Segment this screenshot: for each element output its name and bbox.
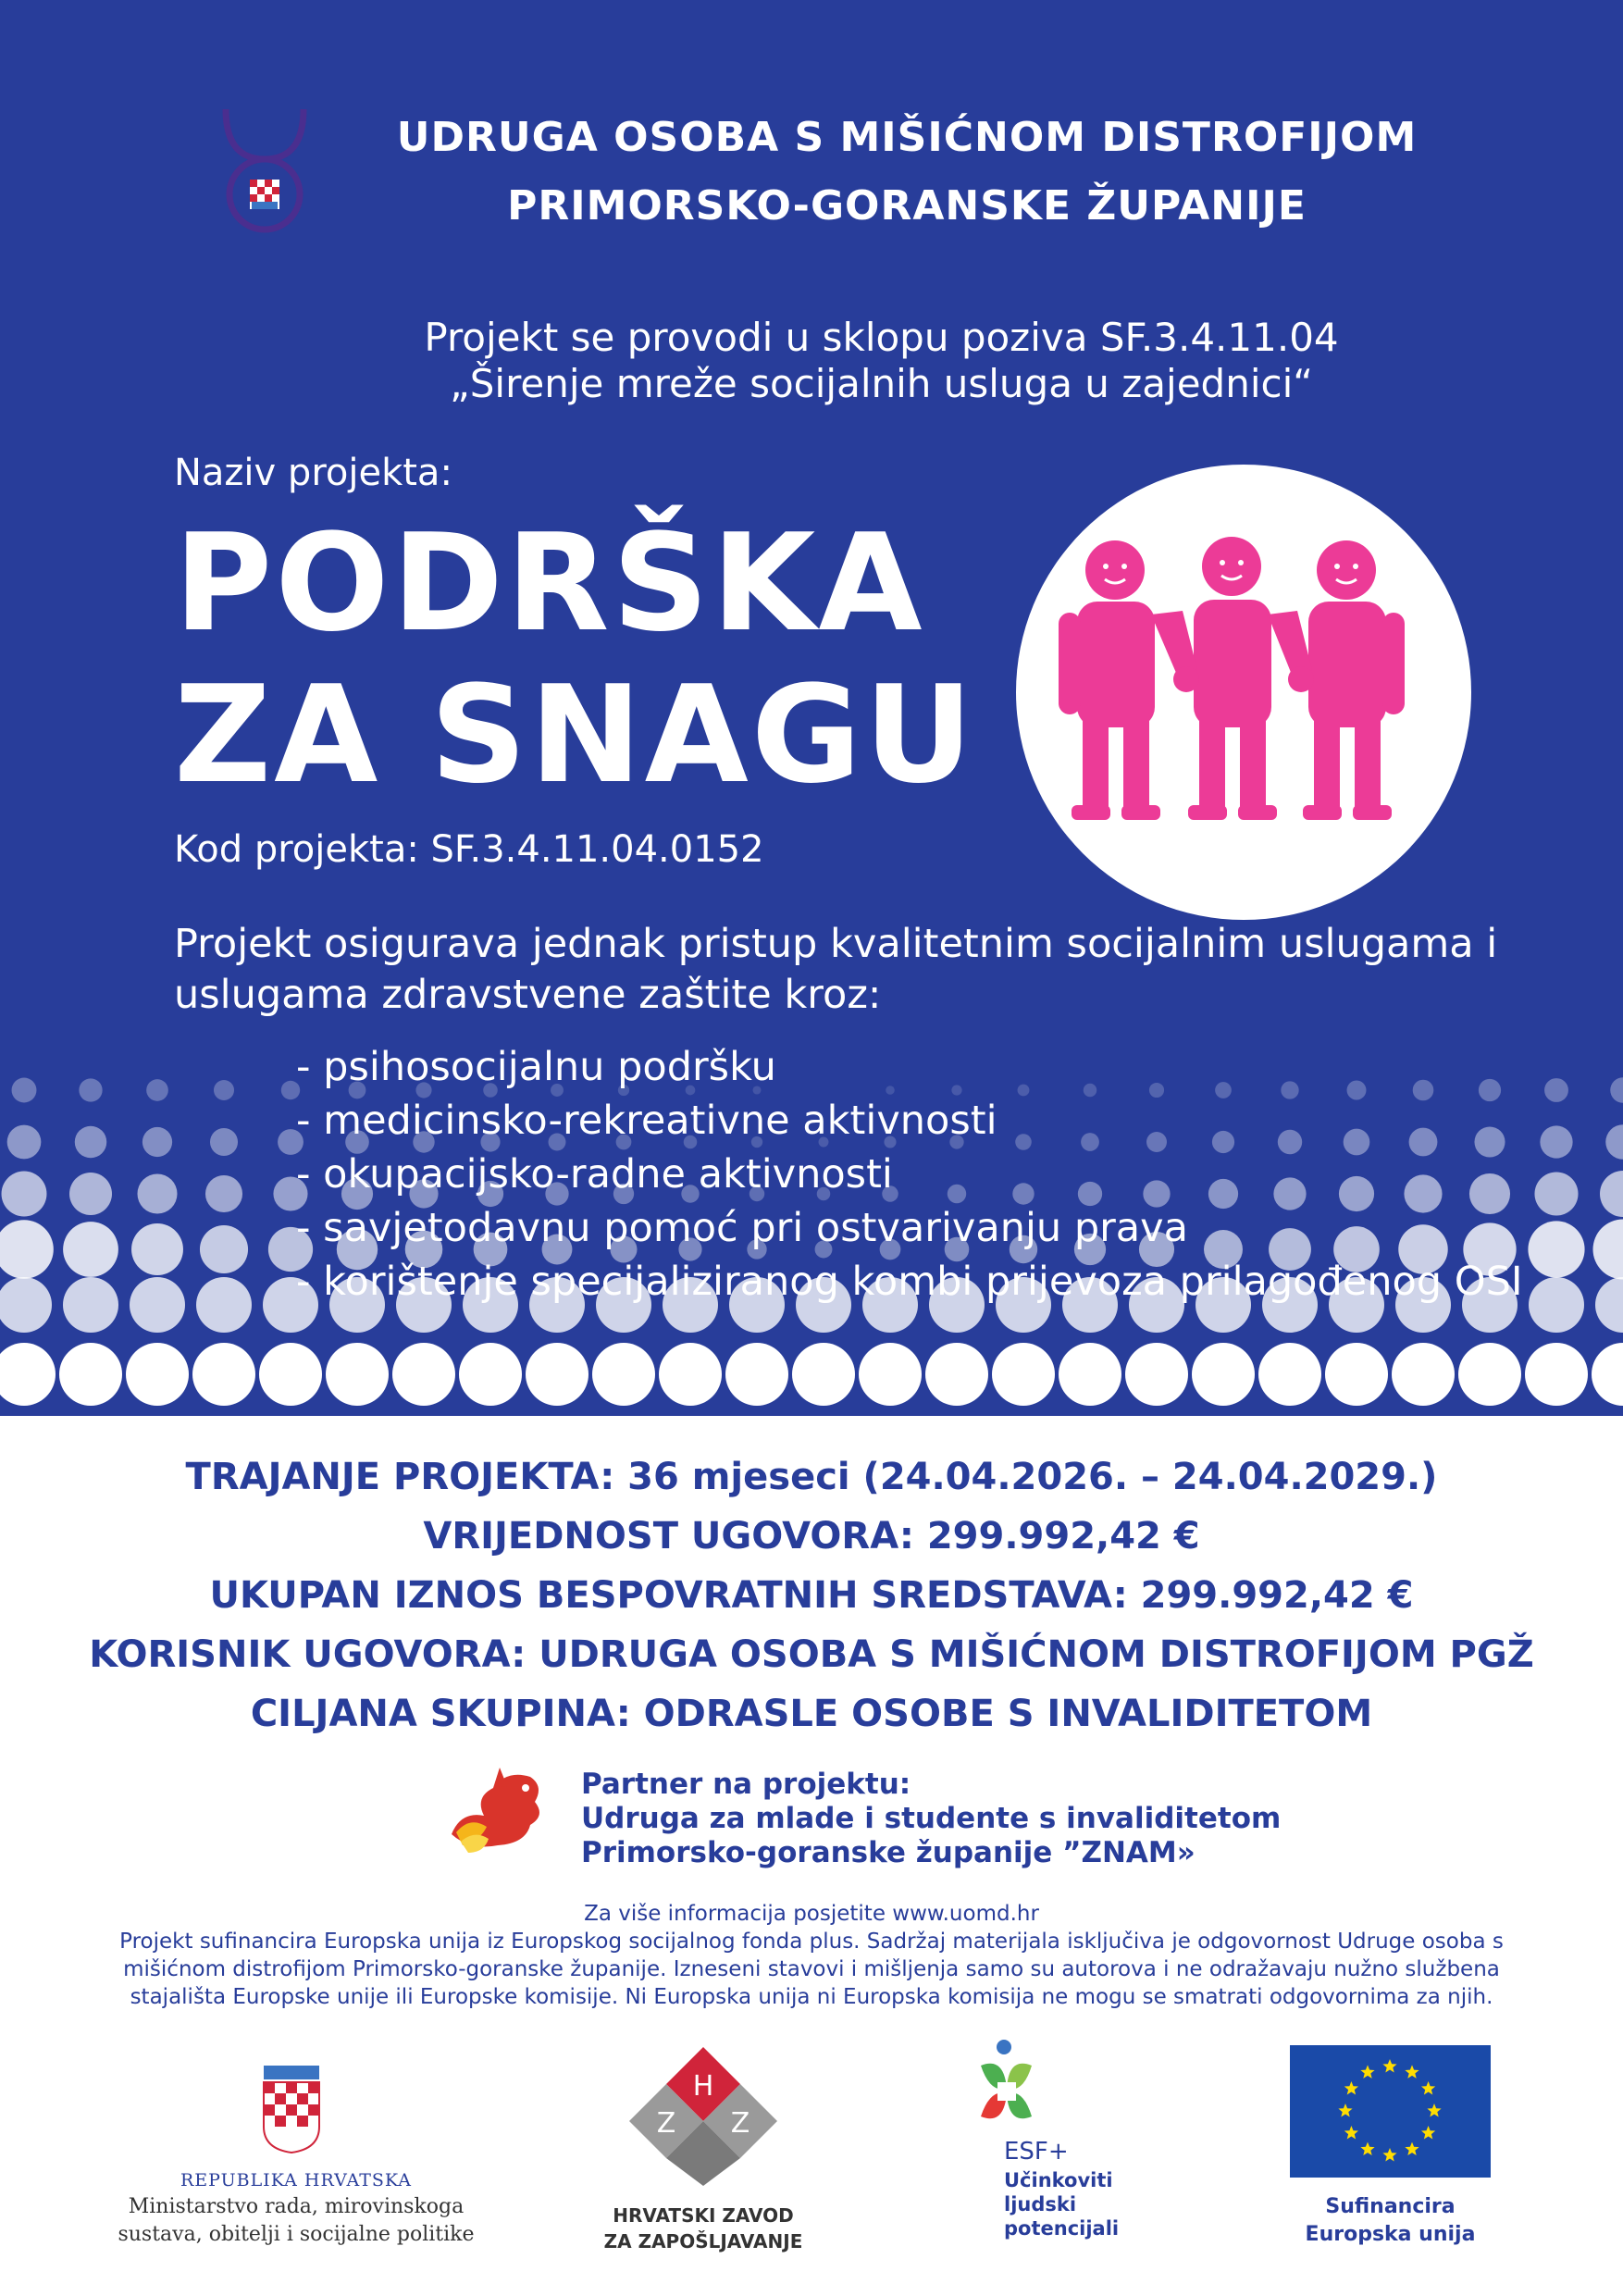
decorative-dot: [659, 1343, 722, 1406]
esf-line-3: potencijali: [1004, 2217, 1120, 2240]
esf-line-2: ljudski: [1004, 2193, 1077, 2215]
decorative-dot: [1540, 1125, 1572, 1158]
decorative-dot: [1125, 1343, 1188, 1406]
decorative-dot: [79, 1078, 102, 1101]
intro-line-1: Projekt se provodi u sklopu poziva SF.3.4.11.04: [424, 315, 1339, 360]
decorative-dot: [1212, 1131, 1234, 1153]
decorative-dot: [1059, 1343, 1121, 1406]
decorative-dot: [725, 1343, 788, 1406]
service-item: - savjetodavnu pomoć pri ostvarivanju prava: [296, 1205, 1188, 1251]
decorative-dot: [1084, 1084, 1096, 1097]
decorative-dot: [1258, 1343, 1321, 1406]
decorative-dot: [1215, 1082, 1232, 1098]
eu-line-2: Europska unija: [1305, 2223, 1476, 2246]
esf-logo: [962, 2038, 1050, 2140]
decorative-dot: [1413, 1080, 1434, 1101]
intro-line-2: „Širenje mreže socijalnih usluga u zajednici“: [449, 361, 1314, 406]
decorative-dot: [59, 1343, 122, 1406]
project-name-label: Naziv projekta:: [174, 452, 452, 494]
decorative-dot: [1344, 1129, 1370, 1156]
decorative-dot: [1278, 1130, 1302, 1154]
info-duration: TRAJANJE PROJEKTA: 36 mjeseci (24.04.2026. – 24.04.2029.): [185, 1456, 1438, 1498]
decorative-dot: [1534, 1172, 1578, 1215]
decorative-dot: [1281, 1081, 1298, 1098]
decorative-dot: [214, 1080, 234, 1100]
decorative-dot: [859, 1343, 922, 1406]
decorative-dot: [192, 1343, 255, 1406]
svg-text:Z: Z: [730, 2107, 750, 2140]
decorative-dot: [1458, 1343, 1521, 1406]
project-title-line-1: PODRŠKA: [174, 505, 925, 662]
decorative-dot: [63, 1277, 118, 1333]
partner-label: Partner na projektu:: [581, 1768, 911, 1801]
decorative-dot: [1015, 1134, 1032, 1150]
decorative-dot: [1208, 1179, 1238, 1209]
decorative-dot: [1078, 1182, 1102, 1206]
decorative-dot: [459, 1343, 522, 1406]
service-item: - korištenje specijaliziranog kombi prijevoza prilagođenog OSI: [296, 1259, 1523, 1305]
decorative-dot: [12, 1078, 37, 1103]
decorative-dot: [992, 1343, 1055, 1406]
decorative-dot: [1479, 1079, 1501, 1101]
decorative-dot: [592, 1343, 655, 1406]
decorative-dot: [1592, 1343, 1623, 1406]
header-line-2: PRIMORSKO-GORANSKE ŽUPANIJE: [507, 182, 1307, 230]
info-beneficiary: KORISNIK UGOVORA: UDRUGA OSOBA S MIŠIĆNOM DISTROFIJOM PGŽ: [89, 1633, 1534, 1676]
partner-line-1: Udruga za mlade i studente s invaliditetom: [581, 1802, 1282, 1835]
association-logo: [218, 102, 311, 236]
decorative-dot: [1544, 1078, 1568, 1102]
people-illustration-circle: [1016, 465, 1471, 920]
decorative-dot: [130, 1277, 185, 1333]
hzz-line-1: HRVATSKI ZAVOD: [613, 2204, 794, 2227]
partner-line-2: Primorsko-goranske županije ”ZNAM»: [581, 1836, 1196, 1869]
disclaimer-line-1: Za više informacija posjetite www.uomd.hr: [584, 1902, 1039, 1926]
decorative-dot: [1018, 1085, 1030, 1097]
decorative-dot: [326, 1343, 389, 1406]
decorative-dot: [131, 1223, 183, 1275]
decorative-dot: [1149, 1083, 1164, 1098]
decorative-dot: [75, 1126, 106, 1158]
decorative-dot: [1081, 1133, 1099, 1151]
service-item: - psihosocijalnu podršku: [296, 1044, 776, 1090]
decorative-dot: [1404, 1174, 1442, 1212]
decorative-dot: [200, 1225, 248, 1273]
decorative-dot: [142, 1127, 172, 1157]
hzz-logo: [611, 2047, 796, 2186]
hzz-line-2: ZA ZAPOŠLJAVANJE: [603, 2230, 803, 2253]
decorative-dot: [1525, 1343, 1588, 1406]
description-line-1: Projekt osigurava jednak pristup kvalitetnim socijalnim uslugama i: [174, 921, 1498, 967]
decorative-dot: [1012, 1183, 1034, 1204]
decorative-dot: [126, 1343, 189, 1406]
eu-line-1: Sufinancira: [1325, 2195, 1456, 2218]
decorative-dot: [1610, 1077, 1623, 1103]
decorative-dot: [259, 1343, 322, 1406]
esf-line-1: Učinkoviti: [1004, 2169, 1113, 2191]
decorative-dot: [526, 1343, 588, 1406]
ministry-line-3: sustava, obitelji i socijalne politike: [118, 2223, 475, 2246]
decorative-dot: [1605, 1124, 1623, 1160]
description-line-2: uslugama zdravstvene zaštite kroz:: [174, 972, 882, 1018]
decorative-dot: [1325, 1343, 1388, 1406]
decorative-dot: [0, 1220, 54, 1279]
esf-brand: ESF+: [1004, 2138, 1069, 2166]
decorative-dot: [0, 1343, 56, 1406]
eu-flag-icon: [1290, 2045, 1491, 2178]
decorative-dot: [210, 1128, 238, 1156]
decorative-dot: [1409, 1128, 1438, 1157]
decorative-dot: [146, 1079, 168, 1101]
decorative-dot: [925, 1343, 988, 1406]
decorative-dot: [1528, 1221, 1584, 1277]
decorative-dot: [1469, 1173, 1510, 1214]
decorative-dot: [1392, 1343, 1455, 1406]
decorative-dot: [69, 1173, 112, 1215]
service-item: - okupacijsko-radne aktivnosti: [296, 1151, 893, 1198]
disclaimer-line-4: stajališta Europske unije ili Europske komisije. Ni Europska unija ni Europska komisija ne mogu se smatrati odgovornima za njih.: [130, 1985, 1493, 2009]
info-grant-amount: UKUPAN IZNOS BESPOVRATNIH SREDSTAVA: 299.992,42 €: [209, 1574, 1414, 1617]
decorative-dot: [2, 1172, 47, 1217]
decorative-dot: [1273, 1177, 1306, 1210]
ministry-line-1: REPUBLIKA HRVATSKA: [180, 2170, 413, 2191]
service-item: - medicinsko-rekreativne aktivnosti: [296, 1098, 997, 1144]
decorative-dot: [1339, 1176, 1374, 1211]
ministry-line-2: Ministarstvo rada, mirovinskoga: [128, 2195, 465, 2218]
decorative-dot: [1474, 1126, 1505, 1157]
decorative-dot: [7, 1125, 42, 1160]
decorative-dot: [792, 1343, 855, 1406]
decorative-dot: [1595, 1277, 1623, 1333]
croatian-coat-of-arms-icon: [259, 2066, 324, 2153]
decorative-dot: [137, 1173, 177, 1213]
decorative-dot: [196, 1277, 252, 1333]
header-line-1: UDRUGA OSOBA S MIŠIĆNOM DISTROFIJOM: [396, 114, 1418, 161]
decorative-dot: [1593, 1220, 1623, 1280]
decorative-dot: [205, 1175, 242, 1212]
partner-dragon-logo: [442, 1760, 553, 1857]
decorative-dot: [1347, 1081, 1367, 1100]
info-target-group: CILJANA SKUPINA: ODRASLE OSOBE S INVALIDITETOM: [250, 1693, 1373, 1735]
decorative-dot: [1146, 1132, 1167, 1152]
project-code: Kod projekta: SF.3.4.11.04.0152: [174, 828, 764, 871]
decorative-dot: [886, 1086, 895, 1095]
decorative-dot: [948, 1185, 966, 1203]
info-contract-value: VRIJEDNOST UGOVORA: 299.992,42 €: [423, 1515, 1200, 1558]
decorative-dot: [392, 1343, 455, 1406]
svg-text:Z: Z: [656, 2107, 676, 2140]
project-title-line-2: ZA SNAGU: [174, 657, 976, 813]
decorative-dot: [0, 1277, 52, 1333]
disclaimer-line-3: mišićnom distrofijom Primorsko-goranske županije. Izneseni stavovi i mišljenja samo su autorova i ne odražavaju nužno službena: [123, 1957, 1500, 1981]
decorative-dot: [951, 1085, 961, 1095]
decorative-dot: [1192, 1343, 1255, 1406]
svg-text:H: H: [692, 2070, 714, 2103]
disclaimer-line-2: Projekt sufinancira Europska unija iz Europskog socijalnog fonda plus. Sadržaj materijala isključiva je odgovornost Udruge osoba s: [119, 1930, 1504, 1954]
decorative-dot: [63, 1222, 118, 1277]
holding-hands-icon: [1016, 465, 1471, 920]
decorative-dot: [1529, 1277, 1584, 1333]
decorative-dot: [1143, 1180, 1170, 1207]
decorative-dot: [1600, 1171, 1623, 1217]
